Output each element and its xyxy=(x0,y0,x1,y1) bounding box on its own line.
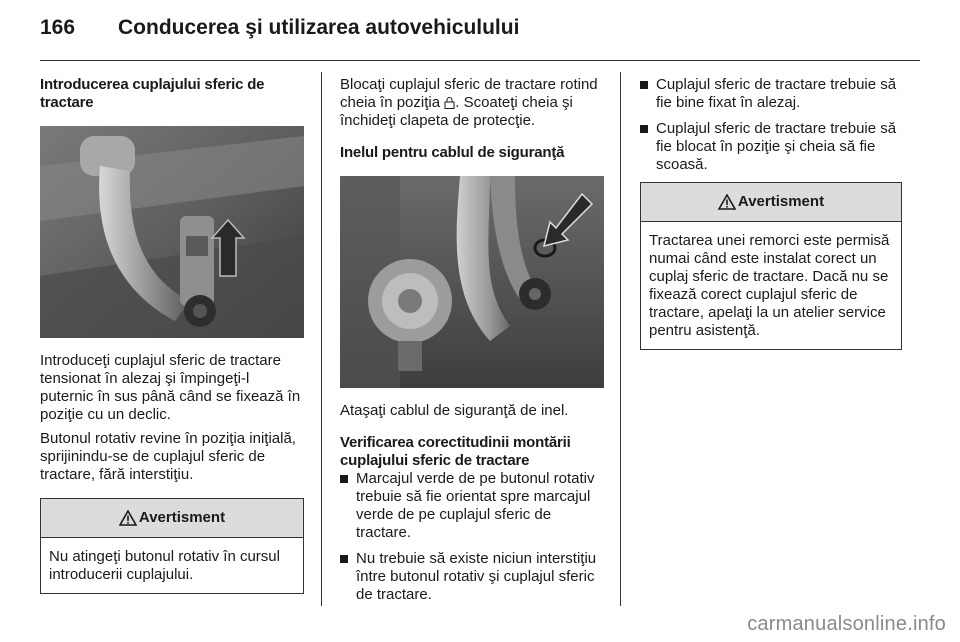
warning-text: Tractarea unei remorci este permisă numai când este instalat corect un cuplaj sferic de tractare. Dacă nu se fixează corect cuplajul sferic de tractare, apelaţi la un atelier service pentru asistenţă. xyxy=(649,232,890,339)
lock-text-part2: . Scoateţi cheia şi închideţi clapeta de protecţie. xyxy=(340,94,573,129)
check-list-continued xyxy=(640,76,902,174)
knob-return-text: Butonul rotativ revine în poziţia iniţială, sprijinindu-se de cuplajul sferic de tractare, fără interstiţiu. xyxy=(40,430,296,483)
bullet-square-icon xyxy=(640,125,648,133)
section-heading-safety-ring: Inelul pentru cablul de siguranţă xyxy=(340,144,565,161)
page-title: Conducerea şi utilizarea autovehiculului xyxy=(118,16,520,39)
bullet-square-icon xyxy=(640,81,648,89)
warning-box xyxy=(40,498,304,594)
warning-triangle-icon xyxy=(119,510,137,526)
list-item-text: Cuplajul sferic de tractare trebuie să fie blocat în poziţie şi cheia să fie scoasă. xyxy=(656,120,897,173)
list-item xyxy=(640,120,902,174)
attach-cable-text: Ataşaţi cablul de siguranţă de inel. xyxy=(340,402,569,419)
list-item-text: Marcajul verde de pe butonul rotativ trebuie să fie orientat spre marcajul verde de pe cuplajul sferic de tractare. xyxy=(356,470,595,541)
lock-text-part1: Blocaţi cuplajul sferic de tractare rotind cheia în poziţia xyxy=(340,76,598,111)
header-divider xyxy=(40,60,920,61)
column-1 xyxy=(40,76,304,594)
column-2 xyxy=(340,76,602,604)
safety-cable-ring-photo xyxy=(340,176,604,388)
column-3 xyxy=(640,76,902,350)
check-list xyxy=(340,470,602,604)
lock-position-icon xyxy=(444,96,455,109)
warning-header xyxy=(641,183,901,222)
list-item xyxy=(340,470,602,542)
warning-title: Avertisment xyxy=(737,193,825,210)
section-heading-insertion: Introducerea cuplajului sferic de tractare xyxy=(40,76,265,111)
column-divider-2 xyxy=(620,72,621,606)
list-item-text: Nu trebuie să existe niciun interstiţiu între butonul rotativ şi cuplajul sferic de tractare. xyxy=(356,550,597,603)
warning-text: Nu atingeţi butonul rotativ în cursul introducerii cuplajului. xyxy=(49,548,280,583)
bullet-square-icon xyxy=(340,475,348,483)
tow-ball-insertion-photo xyxy=(40,126,304,338)
column-divider-1 xyxy=(321,72,322,606)
insertion-instruction-text: Introduceţi cuplajul sferic de tractare tensionat în alezaj şi împingeţi-l puternic în sus până când se fixează în poziţie cu un declic. xyxy=(40,352,301,423)
list-item xyxy=(640,76,902,112)
list-item-text: Cuplajul sferic de tractare trebuie să fie bine fixat în alezaj. xyxy=(656,76,897,111)
page-header xyxy=(40,16,920,52)
page-number: 166 xyxy=(40,16,76,39)
warning-header xyxy=(41,499,303,538)
lock-instruction-text xyxy=(340,76,602,130)
warning-title: Avertisment xyxy=(138,509,226,526)
list-item xyxy=(340,550,602,604)
warning-box xyxy=(640,182,902,350)
section-heading-check: Verificarea corectitudinii montării cuplajului sferic de tractare xyxy=(340,434,571,469)
warning-triangle-icon xyxy=(718,194,736,210)
bullet-square-icon xyxy=(340,555,348,563)
watermark: carmanualsonline.info xyxy=(747,613,946,635)
